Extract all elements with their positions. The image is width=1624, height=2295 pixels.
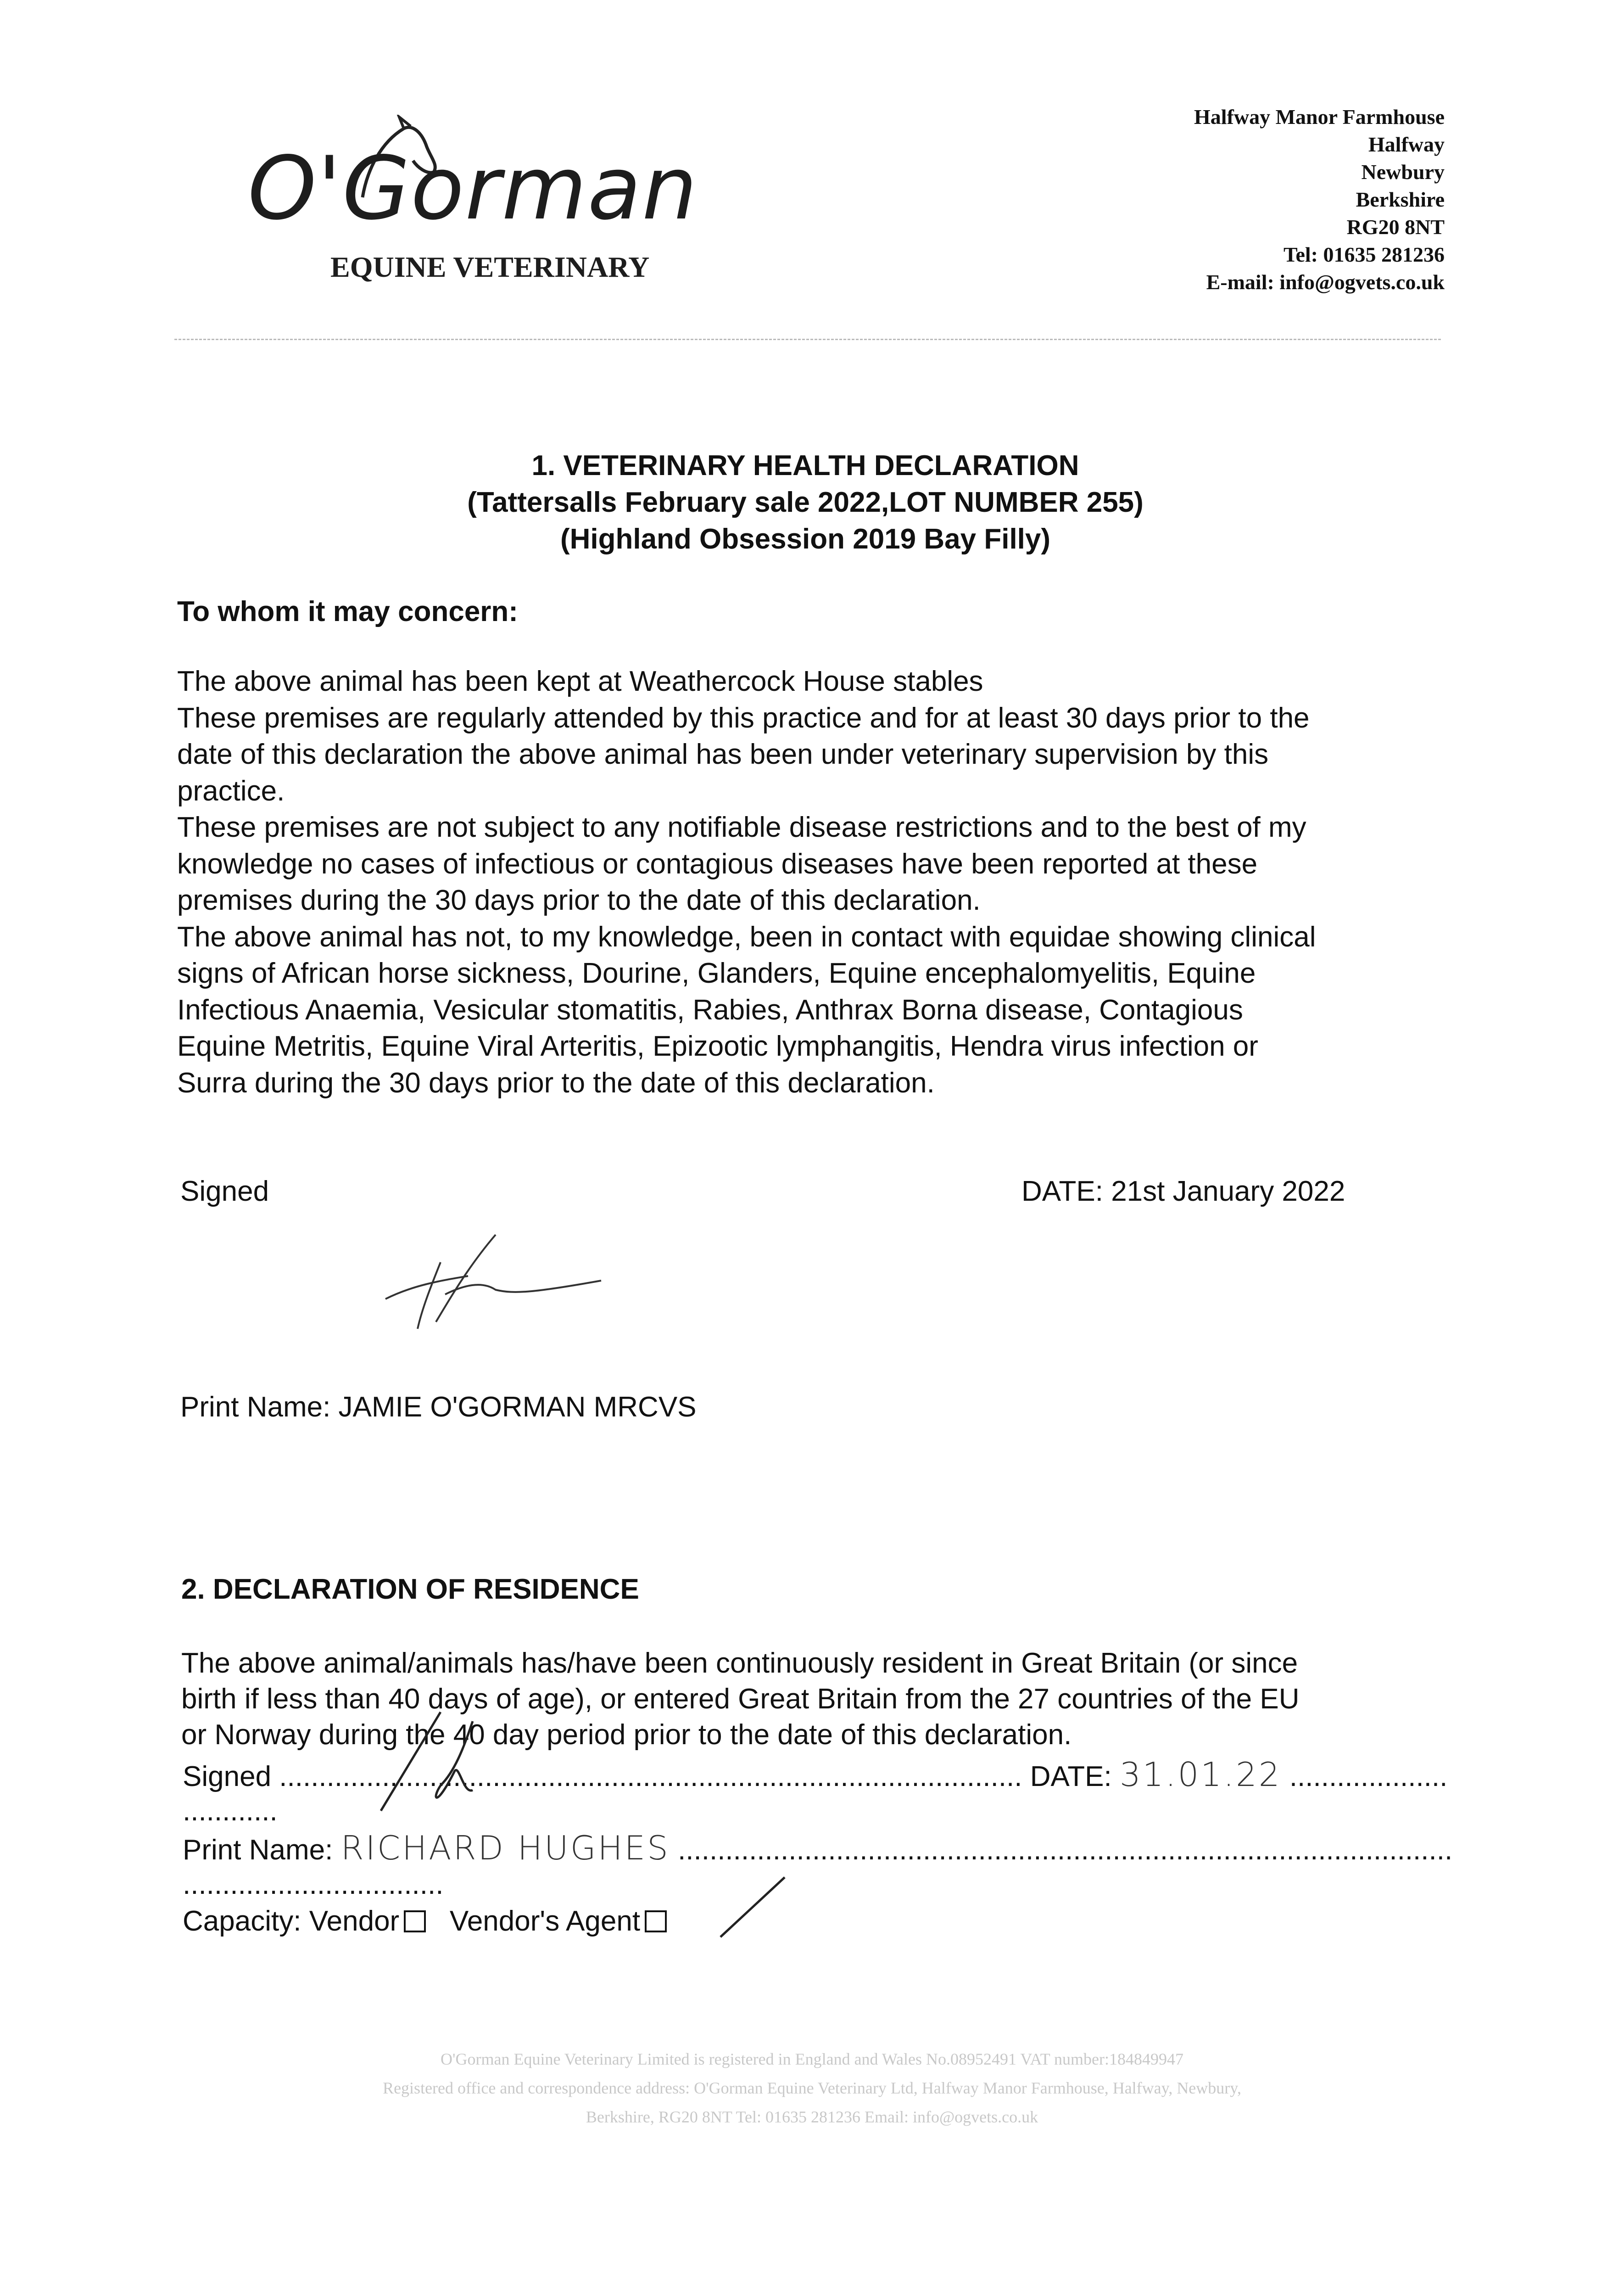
vet-signature bbox=[376, 1230, 615, 1340]
dots-line: ................................. bbox=[183, 1869, 444, 1900]
address-line: Halfway bbox=[1368, 133, 1445, 156]
section2-title: 2. DECLARATION OF RESIDENCE bbox=[181, 1573, 639, 1605]
body-line: These premises are not subject to any notifiable disease restrictions and to the best of my bbox=[177, 812, 1306, 843]
body-line: or Norway during the 40 day period prior to the date of this declaration. bbox=[181, 1719, 1072, 1751]
body-line: Equine Metritis, Equine Viral Arteritis, Epizootic lymphangitis, Hendra virus infection or bbox=[177, 1030, 1258, 1062]
title-line: 1. VETERINARY HEALTH DECLARATION bbox=[531, 450, 1079, 481]
title-line: (Highland Obsession 2019 Bay Filly) bbox=[560, 523, 1051, 555]
body-line: date of this declaration the above animal has been under veterinary supervision by this bbox=[177, 739, 1269, 770]
signed-label: Signed bbox=[180, 1175, 269, 1207]
body-line: birth if less than 40 days of age), or entered Great Britain from the 27 countries of the EU bbox=[181, 1683, 1300, 1715]
date-label: DATE: bbox=[1030, 1761, 1112, 1792]
agent-label: Vendor's Agent bbox=[449, 1905, 641, 1937]
signature-dots: .............................................................................................. bbox=[279, 1761, 1022, 1792]
capacity-row bbox=[183, 1905, 667, 1937]
address-line: Halfway Manor Farmhouse bbox=[1194, 105, 1445, 129]
address-line: Newbury bbox=[1361, 160, 1445, 184]
body-line: knowledge no cases of infectious or contagious diseases have been reported at these bbox=[177, 848, 1258, 880]
footer-line: O'Gorman Equine Veterinary Limited is registered in England and Wales No.08952491 VAT number:184849947 bbox=[441, 2050, 1183, 2068]
company-footer bbox=[0, 2045, 1624, 2132]
body-line: These premises are regularly attended by this practice and for at least 30 days prior to the bbox=[177, 702, 1310, 734]
declaration-date: DATE: 21st January 2022 bbox=[1021, 1175, 1345, 1207]
print-name-label: Print Name: bbox=[183, 1834, 333, 1866]
checkmark-icon bbox=[716, 1873, 789, 1942]
print-name-dots: .................................................................................................. bbox=[678, 1834, 1453, 1866]
body-line: Surra during the 30 days prior to the date of this declaration. bbox=[177, 1067, 935, 1099]
section2-body bbox=[181, 1646, 1300, 1753]
body-line: The above animal has not, to my knowledge, been in contact with equidae showing clinical bbox=[177, 921, 1316, 953]
handwritten-name: RICHARD HUGHES bbox=[340, 1829, 670, 1867]
dots-line: ............ bbox=[183, 1795, 278, 1827]
date-dots: .................... bbox=[1289, 1761, 1448, 1792]
body-line: Infectious Anaemia, Vesicular stomatitis, Rabies, Anthrax Borna disease, Contagious bbox=[177, 994, 1243, 1026]
address-email: E-mail: info@ogvets.co.uk bbox=[1206, 270, 1445, 294]
footer-line: Registered office and correspondence address: O'Gorman Equine Veterinary Ltd, Halfway Manor Farmhouse, Halfway, Newbury, bbox=[383, 2079, 1241, 2097]
title-line: (Tattersalls February sale 2022,LOT NUMBER 255) bbox=[467, 487, 1144, 518]
body-line: practice. bbox=[177, 775, 285, 807]
header-divider bbox=[174, 339, 1441, 340]
logo-subtitle: EQUINE VETERINARY bbox=[330, 251, 650, 283]
agent-checkbox[interactable] bbox=[645, 1910, 667, 1932]
vendor-checkbox[interactable] bbox=[404, 1910, 426, 1932]
vendor-signature bbox=[363, 1707, 500, 1818]
address-line: Berkshire bbox=[1356, 188, 1445, 211]
body-line: signs of African horse sickness, Dourine, Glanders, Equine encephalomyelitis, Equine bbox=[177, 957, 1256, 989]
address-line: RG20 8NT bbox=[1346, 215, 1445, 239]
handwritten-date: 31.01.22 bbox=[1119, 1755, 1282, 1794]
vendor-print-name-row bbox=[183, 1831, 1452, 1866]
vet-print-name: Print Name: JAMIE O'GORMAN MRCVS bbox=[180, 1391, 697, 1423]
body-line: The above animal/animals has/have been continuously resident in Great Britain (or since bbox=[181, 1647, 1298, 1679]
section1-title bbox=[0, 448, 1611, 558]
section1-body bbox=[177, 663, 1316, 1101]
practice-address bbox=[1194, 103, 1445, 296]
vendor-label: Vendor bbox=[309, 1905, 400, 1937]
body-line: premises during the 30 days prior to the date of this declaration. bbox=[177, 884, 981, 916]
address-phone: Tel: 01635 281236 bbox=[1284, 243, 1445, 266]
footer-line: Berkshire, RG20 8NT Tel: 01635 281236 Email: info@ogvets.co.uk bbox=[586, 2108, 1038, 2126]
body-line: The above animal has been kept at Weathercock House stables bbox=[177, 666, 983, 697]
salutation: To whom it may concern: bbox=[177, 596, 518, 627]
signed-label: Signed bbox=[183, 1761, 272, 1792]
logo-wordmark: O'Gorman bbox=[248, 138, 698, 239]
capacity-label: Capacity: bbox=[183, 1905, 301, 1937]
